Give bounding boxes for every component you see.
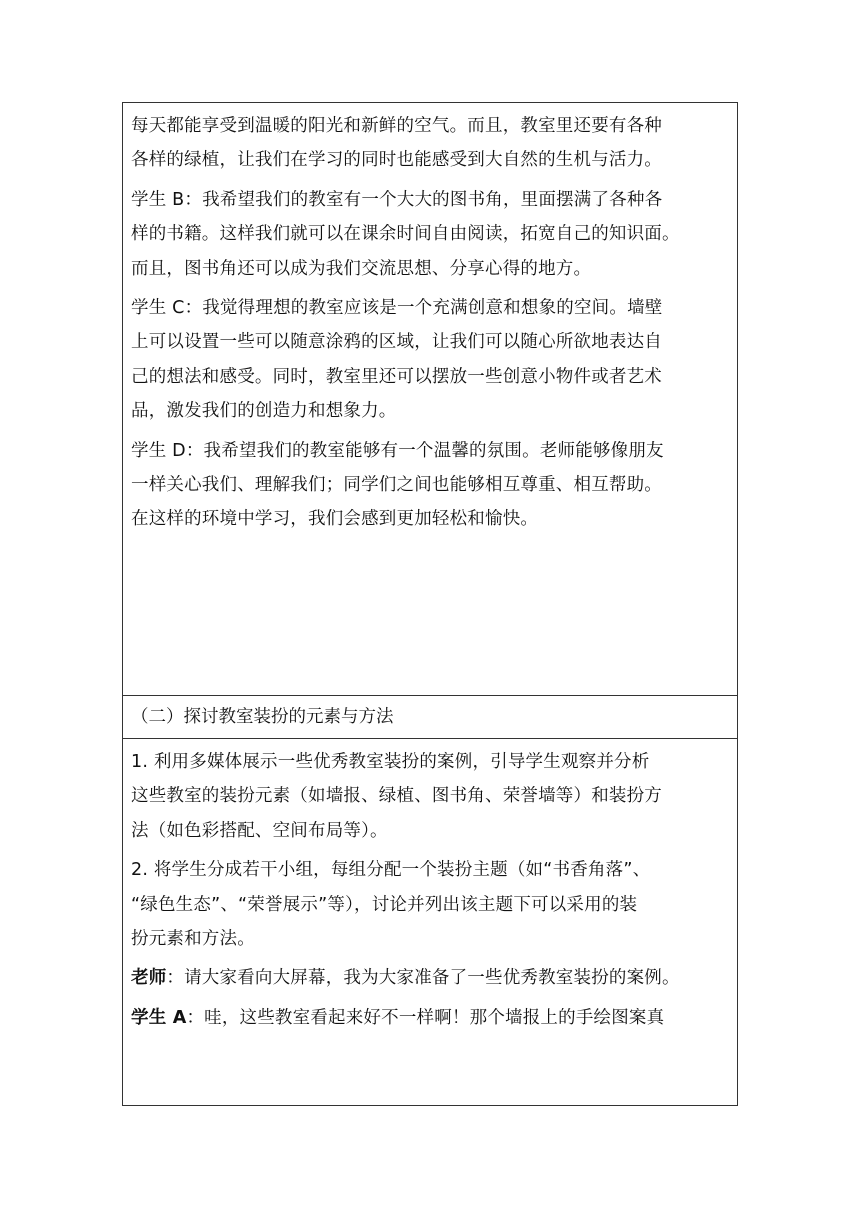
text-line: 2. 将学生分成若干小组，每组分配一个装扮主题（如“书香角落”、 — [131, 860, 651, 881]
text-line: 各样的绿植，让我们在学习的同时也能感受到大自然的生机与活力。 — [131, 150, 662, 171]
speaker-label: 学生 A — [131, 1007, 187, 1028]
text-line: 在这样的环境中学习，我们会感到更加轻松和愉快。 — [131, 509, 539, 530]
dialogue-line — [131, 1001, 729, 1035]
speaker-label: 老师 — [131, 968, 167, 989]
activity-cell — [123, 739, 738, 1106]
text-line: 学生 C：我觉得理想的教室应该是一个充满创意和想象的空间。墙壁 — [131, 298, 663, 319]
activity-item-2 — [131, 853, 729, 956]
text-line: 学生 D：我希望我们的教室能够有一个温馨的氛围。老师能够像朋友 — [131, 440, 664, 461]
dialogue-line — [131, 961, 729, 995]
text-line: 样的书籍。这样我们就可以在课余时间自由阅读，拓宽自己的知识面。 — [131, 224, 680, 245]
activity-item-1 — [131, 745, 729, 848]
paragraph-student-c — [131, 291, 729, 429]
dialogue-text: ：哇，这些教室看起来好不一样啊！那个墙报上的手绘图案真 — [186, 1007, 665, 1028]
dialogue-teacher — [131, 961, 729, 995]
text-line: 一样关心我们、理解我们；同学们之间也能够相互尊重、相互帮助。 — [131, 475, 662, 496]
dialogue-student-a — [131, 1001, 729, 1035]
table-row — [123, 103, 738, 696]
student-ideas-cell — [123, 103, 738, 696]
text-line: 品，激发我们的创造力和想象力。 — [131, 401, 397, 422]
text-line: 每天都能享受到温暖的阳光和新鲜的空气。而且，教室里还要有各种 — [131, 116, 662, 136]
text-line: 这些教室的装扮元素（如墙报、绿植、图书角、荣誉墙等）和装扮方 — [131, 786, 662, 807]
text-line: 学生 B：我希望我们的教室有一个大大的图书角，里面摆满了各种各 — [131, 189, 663, 210]
text-line: 扮元素和方法。 — [131, 929, 255, 950]
paragraph-student-b — [131, 183, 729, 286]
section-heading-cell — [123, 696, 738, 739]
text-line: 而且，图书角还可以成为我们交流思想、分享心得的地方。 — [131, 258, 592, 279]
text-line: “绿色生态”、“荣誉展示”等），讨论并列出该主题下可以采用的装 — [131, 894, 638, 915]
dialogue-text: ：请大家看向大屏幕，我为大家准备了一些优秀教室装扮的案例。 — [166, 968, 680, 989]
table-row — [123, 739, 738, 1106]
text-line: 上可以设置一些可以随意涂鸦的区域，让我们可以随心所欲地表达自 — [131, 332, 662, 353]
text-line: 己的想法和感受。同时，教室里还可以摆放一些创意小物件或者艺术 — [131, 366, 662, 387]
section-heading: （二）探讨教室装扮的元素与方法 — [131, 707, 394, 727]
text-line: 法（如色彩搭配、空间布局等）。 — [131, 820, 388, 841]
lesson-plan-table — [122, 102, 738, 1106]
text-line: 1. 利用多媒体展示一些优秀教室装扮的案例，引导学生观察并分析 — [131, 752, 650, 772]
paragraph-student-a-continued — [131, 109, 729, 178]
paragraph-student-d — [131, 434, 729, 537]
table-row — [123, 696, 738, 739]
